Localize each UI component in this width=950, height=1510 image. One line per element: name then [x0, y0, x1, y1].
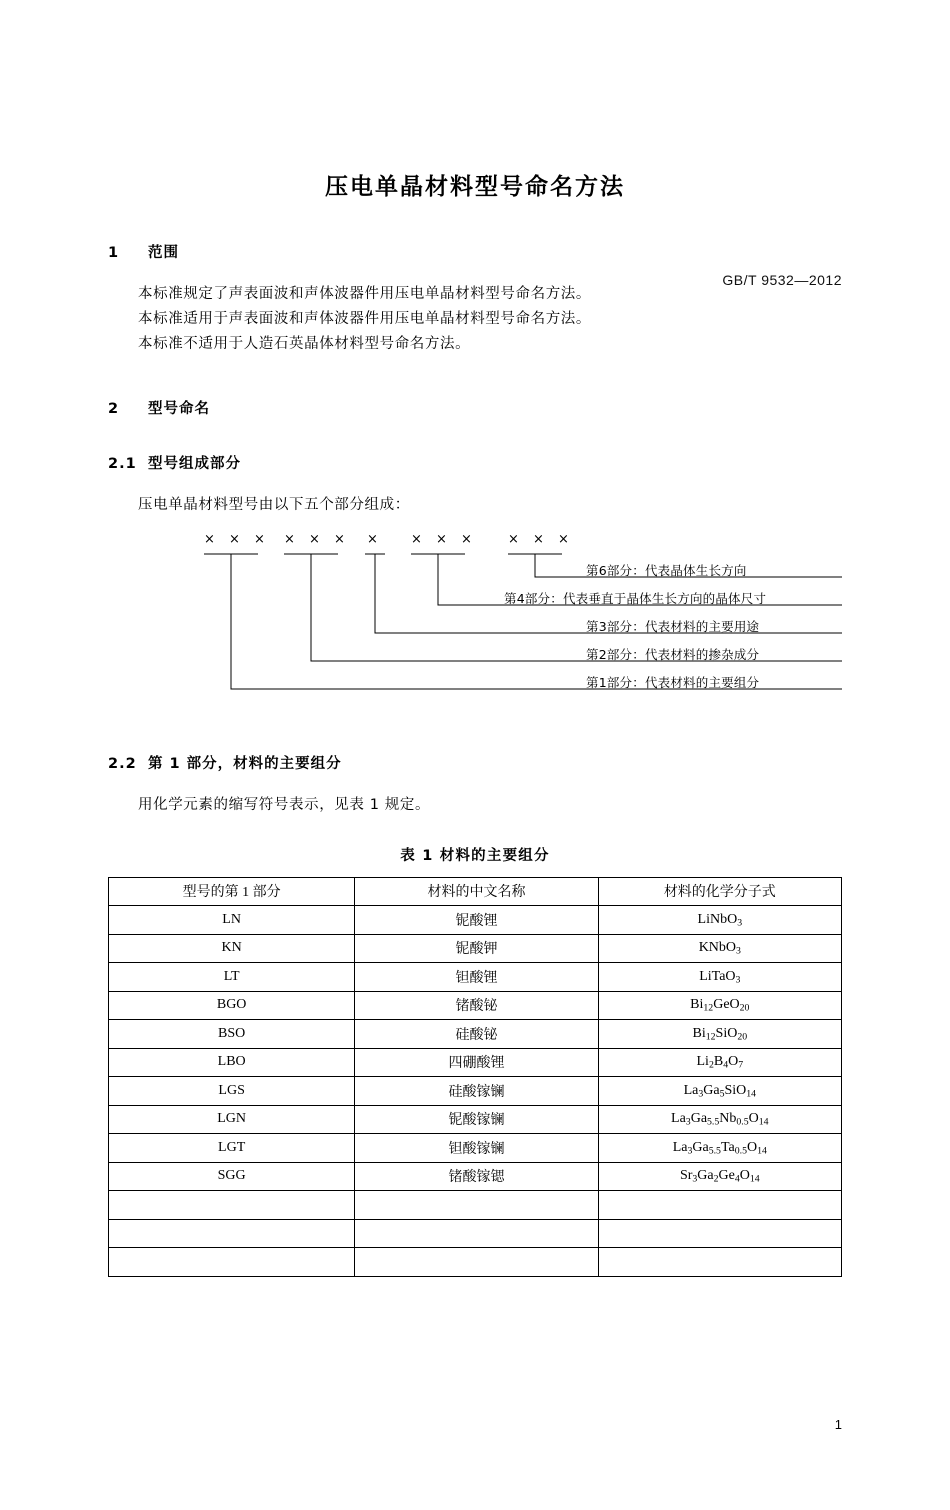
cell-formula: $La_3Ga_5SiO_{14}$: [598, 1077, 841, 1106]
scope-line-3: 本标准不适用于人造石英晶体材料型号命名方法。: [138, 335, 471, 352]
part1-intro: 用化学元素的缩写符号表示，见表 1 规定。: [138, 796, 431, 813]
cell-code: BGO: [109, 991, 355, 1020]
cell-code: LGN: [109, 1105, 355, 1134]
page-title: 压电单晶材料型号命名方法: [325, 174, 625, 200]
cell-name: 硅酸铋: [355, 1020, 598, 1049]
section-heading-scope: [108, 241, 842, 262]
cell-name: 铌酸镓镧: [355, 1105, 598, 1134]
cell-name: [355, 1191, 598, 1220]
table-row: [109, 1105, 842, 1134]
cell-code: [109, 1219, 355, 1248]
cell-name: 锗酸镓锶: [355, 1162, 598, 1191]
diagram-legend-part3: 第3部分：代表材料的主要用途: [586, 618, 760, 634]
cell-formula: LiNbO$_3$: [598, 906, 841, 935]
table-row: [109, 1219, 842, 1248]
column-header-name: 材料的中文名称: [355, 877, 598, 906]
composition-intro: 压电单晶材料型号由以下五个部分组成：: [138, 496, 410, 513]
diagram-group-2: × × ×: [284, 531, 350, 547]
model-structure-diagram: [108, 532, 842, 742]
diagram-legend-part4: 第4部分：代表垂直于晶体生长方向的晶体尺寸: [504, 590, 767, 606]
cell-name: 锗酸铋: [355, 991, 598, 1020]
diagram-legend-part6: 第6部分：代表晶体生长方向: [586, 562, 747, 578]
page-number: 1: [834, 1417, 842, 1432]
materials-table: [108, 877, 842, 1277]
section-number: 1: [108, 245, 120, 261]
section-heading-part1: [108, 752, 842, 773]
cell-code: BSO: [109, 1020, 355, 1049]
cell-name: [355, 1219, 598, 1248]
cell-name: 四硼酸锂: [355, 1048, 598, 1077]
section-heading-composition: [108, 452, 842, 473]
table-row: [109, 1162, 842, 1191]
section-number: 2.1: [108, 455, 137, 472]
cell-code: KN: [109, 934, 355, 963]
table-header-row: [109, 877, 842, 906]
cell-name: [355, 1248, 598, 1277]
cell-formula: $Li_2B_4O_7$: [598, 1048, 841, 1077]
cell-name: 铌酸钾: [355, 934, 598, 963]
table-row: [109, 1134, 842, 1163]
cell-formula: $La_3Ga_{5.5}Ta_{0.5}O_{14}$: [598, 1134, 841, 1163]
cell-code: SGG: [109, 1162, 355, 1191]
table-row: [109, 991, 842, 1020]
section-number: 2.2: [108, 755, 137, 772]
cell-name: 硅酸镓镧: [355, 1077, 598, 1106]
section-label: 型号命名: [148, 400, 210, 417]
section-number: 2: [108, 400, 120, 417]
section-label: 型号组成部分: [148, 455, 241, 472]
section-heading-naming: [108, 397, 842, 418]
column-header-code: 型号的第 1 部分: [109, 877, 355, 906]
table-row: [109, 906, 842, 935]
cell-name: 钽酸锂: [355, 963, 598, 992]
cell-code: LN: [109, 906, 355, 935]
cell-code: LBO: [109, 1048, 355, 1077]
table-row: [109, 1077, 842, 1106]
cell-formula: $La_3Ga_{5.5}Nb_{0.5}O_{14}$: [598, 1105, 841, 1134]
table-row: [109, 1191, 842, 1220]
cell-name: 钽酸镓镧: [355, 1134, 598, 1163]
table-row: [109, 1020, 842, 1049]
diagram-group-3: ×: [367, 531, 383, 547]
table-row: [109, 1048, 842, 1077]
cell-formula: $Bi_{12}GeO_{20}$: [598, 991, 841, 1020]
cell-formula: KNbO$_3$: [598, 934, 841, 963]
table-caption: 表 1 材料的主要组分: [400, 847, 550, 864]
diagram-legend-part2: 第2部分：代表材料的掺杂成分: [586, 646, 760, 662]
cell-formula: $Bi_{12}SiO_{20}$: [598, 1020, 841, 1049]
section-label: 第 1 部分，材料的主要组分: [148, 755, 342, 772]
cell-name: 铌酸锂: [355, 906, 598, 935]
diagram-group-1: × × ×: [204, 531, 270, 547]
cell-formula: $Sr_3Ga_2Ge_4O_{14}$: [598, 1162, 841, 1191]
table-row: [109, 1248, 842, 1277]
diagram-group-5: × × ×: [508, 531, 574, 547]
cell-code: LGT: [109, 1134, 355, 1163]
cell-formula: [598, 1191, 841, 1220]
diagram-legend-part1: 第1部分：代表材料的主要组分: [586, 674, 760, 690]
cell-code: LGS: [109, 1077, 355, 1106]
section-label: 范围: [148, 245, 179, 261]
standard-code: GB/T 9532—2012: [722, 272, 842, 288]
cell-formula: [598, 1248, 841, 1277]
table-row: [109, 934, 842, 963]
cell-formula: LiTaO$_3$: [598, 963, 841, 992]
diagram-group-4: × × ×: [411, 531, 477, 547]
scope-line-2: 本标准适用于声表面波和声体波器件用压电单晶材料型号命名方法。: [138, 310, 591, 327]
cell-code: LT: [109, 963, 355, 992]
table-body: [109, 906, 842, 1277]
column-header-formula: 材料的化学分子式: [598, 877, 841, 906]
cell-code: [109, 1248, 355, 1277]
scope-line-1: 本标准规定了声表面波和声体波器件用压电单晶材料型号命名方法。: [138, 286, 591, 302]
cell-formula: [598, 1219, 841, 1248]
table-row: [109, 963, 842, 992]
document-page: [0, 168, 950, 1510]
cell-code: [109, 1191, 355, 1220]
